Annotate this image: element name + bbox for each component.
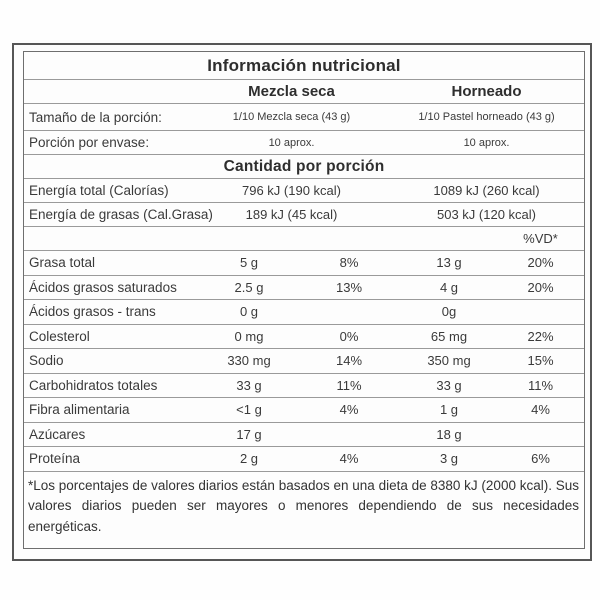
serving-size-dry: 1/10 Mezcla seca (43 g) (232, 111, 351, 123)
footnote-row (24, 472, 584, 549)
label-title: Información nutricional (207, 55, 401, 75)
nutrient-row-total-carbs: Carbohidratos totales 33 g 11% 33 g 11% (24, 374, 584, 399)
amount-per-serving-header: Cantidad por porción (223, 157, 385, 175)
serving-size-baked: 1/10 Pastel horneado (43 g) (418, 111, 555, 123)
nutrient-row-cholesterol: Colesterol 0 mg 0% 65 mg 22% (24, 325, 584, 350)
nutrient-row-sugars: Azúcares 17 g 18 g (24, 423, 584, 448)
column-header-baked: Horneado (451, 83, 522, 100)
nutrient-row-protein: Proteína 2 g 4% 3 g 6% (24, 447, 584, 472)
energy-fat-row (24, 203, 584, 227)
label-title-row (24, 52, 584, 80)
nutrient-row-saturated-fat: Ácidos grasos saturados 2.5 g 13% 4 g 20% (24, 276, 584, 301)
energy-total-label: Energía total (Calorías) (29, 183, 169, 198)
nutrient-row-total-fat: Grasa total 5 g 8% 13 g 20% (24, 251, 584, 276)
daily-values-footnote: *Los porcentajes de valores diarios están basados en una dieta de 8380 kJ (2000 kcal). Sus valores diarios pueden ser mayores o menores dependiendo de sus necesidades energéticas. (28, 477, 579, 535)
energy-total-row (24, 179, 584, 203)
daily-value-header-row (24, 227, 584, 251)
nutrient-row-fiber: Fibra alimentaria <1 g 4% 1 g 4% (24, 398, 584, 423)
energy-total-dry: 796 kJ (190 kcal) (242, 183, 341, 198)
nutrient-label: Azúcares (29, 426, 86, 442)
nutrient-label: Grasa total (29, 255, 96, 271)
nutrient-row-trans-fat: Ácidos grasos - trans 0 g 0g (24, 300, 584, 325)
nutrient-label: Ácidos grasos saturados (29, 279, 177, 295)
energy-fat-dry: 189 kJ (45 kcal) (245, 207, 338, 222)
column-header-dry: Mezcla seca (248, 83, 335, 100)
nutrition-label-inner (23, 51, 585, 549)
nutrient-label: Ácidos grasos - trans (29, 304, 156, 320)
energy-total-baked: 1089 kJ (260 kcal) (433, 183, 540, 198)
amount-per-serving-header-row (24, 155, 584, 179)
serving-size-row (24, 104, 584, 131)
nutrient-label: Fibra alimentaria (29, 402, 130, 418)
serving-size-label: Tamaño de la porción: (29, 109, 162, 125)
servings-per-container-baked: 10 aprox. (463, 136, 510, 149)
servings-per-container-dry: 10 aprox. (268, 136, 315, 149)
nutrient-row-sodium: Sodio 330 mg 14% 350 mg 15% (24, 349, 584, 374)
nutrient-label: Sodio (29, 353, 64, 369)
servings-per-container-label: Porción por envase: (29, 135, 150, 150)
nutrient-label: Colesterol (29, 328, 90, 344)
servings-per-container-row (24, 131, 584, 155)
energy-fat-label: Energía de grasas (Cal.Grasa) (29, 207, 213, 222)
daily-value-header: %VD* (523, 231, 558, 246)
nutrient-label: Proteína (29, 451, 81, 467)
nutrition-label (12, 43, 592, 561)
energy-fat-baked: 503 kJ (120 kcal) (437, 207, 536, 222)
nutrient-label: Carbohidratos totales (29, 377, 158, 393)
column-header-row (24, 80, 584, 104)
